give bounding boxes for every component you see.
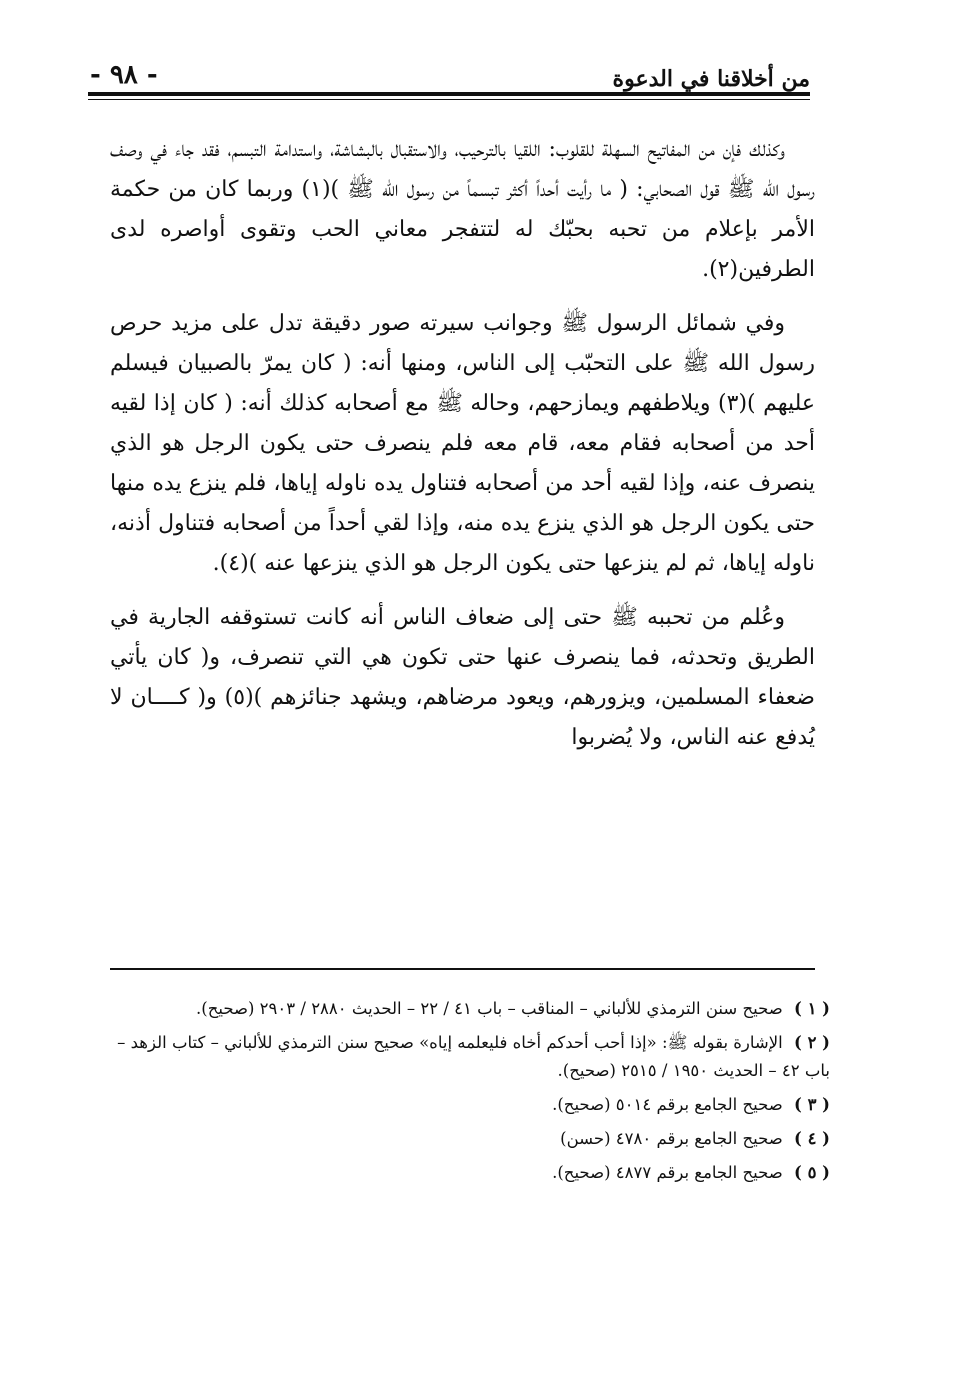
footnote-text: صحيح سنن الترمذي للألباني – المناقب – باب ٤١ / ٢٢ – الحديث ٢٨٨٠ / ٢٩٠٣ (صحيح). <box>196 999 783 1018</box>
footnote <box>110 1091 830 1119</box>
paragraph: وكذلك فإن من المفاتيح السهلة للقلوب: اللقيا بالترحيب، والاستقبال بالبشاشة، واستدامة التبسم، فقد جاء في وصف رسول الله ﷺ قول الصحابي: ( ما رأيت أحداً أكثر تبسماً من رسول الله ﷺ )(١) وربما كان من حكمة الأمر بإعلام من تحبه بحبّك له لتتفجر معاني الحب وتقوى أواصره لدى الطرفين(٢). <box>110 137 815 282</box>
main-text <box>110 130 815 772</box>
footnote-text: صحيح الجامع برقم ٥٠١٤ (صحيح). <box>552 1095 783 1114</box>
paragraph: وعُلم من تحببه ﷺ حتى إلى ضعاف الناس أنه كانت تستوقفه الجارية في الطريق وتحدثه، فما ينصرف عنها حتى تكون هي التي تنصرف، و( كان يأتي ضعفاء المسلمين، ويزورهم، ويعود مرضاهم، ويشهد جنائزهم )(٥) و( كــــان لا يُدفع عنه الناس، ولا يُضربوا <box>110 605 815 750</box>
footnote <box>110 995 830 1023</box>
footnote-text: صحيح الجامع برقم ٤٧٨٠ (حسن) <box>560 1129 783 1148</box>
page-number: - ٩٨ - <box>90 60 158 90</box>
paragraph: وفي شمائل الرسول ﷺ وجوانب سيرته صور دقيقة تدل على مزيد حرص رسول الله ﷺ على التحبّب إلى الناس، ومنها أنه: ( كان يمرّ بالصبيان فيسلم عليهم )(٣) ويلاطفهم ويمازحهم، وحاله ﷺ مع أصحابه كذلك أنه: ( كان إذا لقيه أحد من أصحابه فقام معه، قام معه فلم ينصرف حتى يكون الرجل هو الذي ينصرف عنه، وإذا لقيه أحد من أصحابه فتناول يده ناوله إياها، فلم ينزع يده منها حتى يكون الرجل هو الذي ينزع يده منه، وإذا لقي أحداً من أصحابه فتناول أذنه، ناوله إياها، ثم لم ينزعها حتى يكون الرجل هو الذي ينزعها عنه )(٤). <box>110 311 816 576</box>
footnote-text: صحيح الجامع برقم ٤٨٧٧ (صحيح). <box>552 1163 783 1182</box>
footnote-number: ( ٤ ) <box>794 1129 830 1148</box>
footnote <box>110 1159 830 1187</box>
header-rule-thin <box>88 99 810 100</box>
footnote-number: ( ١ ) <box>794 999 830 1018</box>
footnote-number: ( ٢ ) <box>794 1033 830 1052</box>
footnote-number: ( ٣ ) <box>794 1095 830 1114</box>
footnote <box>110 1029 830 1085</box>
footnote-separator <box>110 968 815 970</box>
footnotes <box>110 995 830 1193</box>
running-title: من أخلاقنا في الدعوة <box>612 66 810 92</box>
header-rule <box>88 92 810 96</box>
footnote <box>110 1125 830 1153</box>
footnote-number: ( ٥ ) <box>794 1163 830 1182</box>
footnote-text: الإشارة بقوله ﷺ: «إذا أحب أحدكم أخاه فليعلمه إياه» صحيح سنن الترمذي للألباني – كتاب الزهد – باب ٤٢ – الحديث ١٩٥٠ / ٢٥١٥ (صحيح). <box>117 1033 830 1080</box>
